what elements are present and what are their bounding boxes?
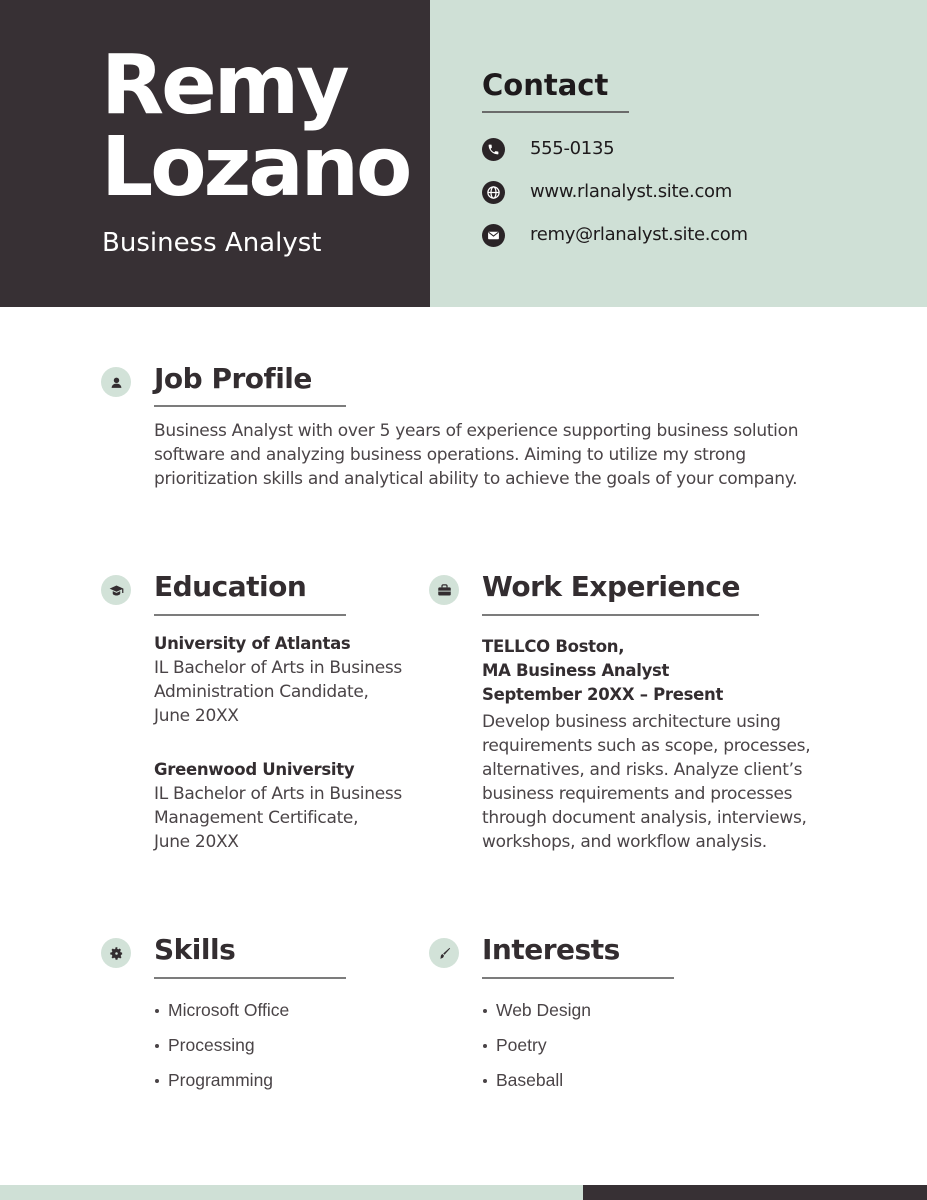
employment-dates: September 20XX – Present bbox=[482, 685, 724, 704]
job-profile-heading: Job Profile bbox=[154, 362, 312, 395]
contact-email[interactable]: remy@rlanalyst.site.com bbox=[530, 224, 748, 245]
list-item: Poetry bbox=[482, 1035, 591, 1070]
footer-bar-dark bbox=[583, 1185, 927, 1200]
graduation-cap-icon bbox=[101, 575, 131, 605]
list-item: Processing bbox=[154, 1035, 289, 1070]
briefcase-icon bbox=[429, 575, 459, 605]
education-entry: University of Atlantas IL Bachelor of Arts in Business Administration Candidate, June 20XX bbox=[154, 634, 402, 726]
phone-icon bbox=[482, 138, 505, 161]
gear-icon bbox=[101, 938, 131, 968]
list-item: Baseball bbox=[482, 1070, 591, 1105]
envelope-icon bbox=[482, 224, 505, 247]
contact-website[interactable]: www.rlanalyst.site.com bbox=[530, 181, 732, 202]
contact-heading: Contact bbox=[482, 68, 609, 102]
list-item: Microsoft Office bbox=[154, 1000, 289, 1035]
education-entry: Greenwood University IL Bachelor of Arts in Business Management Certificate, June 20XX bbox=[154, 760, 402, 852]
work-experience-heading: Work Experience bbox=[482, 570, 740, 603]
position-line: MA Business Analyst bbox=[482, 661, 670, 680]
interests-heading: Interests bbox=[482, 933, 620, 966]
contact-phone-row bbox=[482, 137, 615, 161]
footer-bar-mint bbox=[0, 1185, 583, 1200]
education-divider bbox=[154, 614, 346, 616]
education-heading: Education bbox=[154, 570, 307, 603]
paintbrush-icon bbox=[429, 938, 459, 968]
job-profile-text: Business Analyst with over 5 years of experience supporting business solution software and analyzing business operations. Aiming to utilize my strong prioritization skills and analytical ability to achieve the goals of your company. bbox=[154, 421, 799, 489]
contact-phone[interactable]: 555-0135 bbox=[530, 138, 615, 159]
education-school: Greenwood University bbox=[154, 760, 355, 779]
last-name: Lozano bbox=[101, 120, 410, 215]
list-item: Programming bbox=[154, 1070, 289, 1105]
first-name: Remy bbox=[101, 38, 347, 133]
globe-icon bbox=[482, 181, 505, 204]
work-experience-divider bbox=[482, 614, 759, 616]
contact-divider bbox=[482, 111, 629, 113]
person-icon bbox=[101, 367, 131, 397]
interests-divider bbox=[482, 977, 674, 979]
skills-list bbox=[154, 1000, 289, 1105]
company-line: TELLCO Boston, bbox=[482, 637, 625, 656]
list-item: Web Design bbox=[482, 1000, 591, 1035]
contact-website-row bbox=[482, 180, 732, 204]
skills-heading: Skills bbox=[154, 933, 236, 966]
job-title: Business Analyst bbox=[102, 228, 322, 258]
work-experience-entry bbox=[482, 635, 723, 707]
work-experience-description: Develop business architecture using requirements such as scope, processes, alternatives, and risks. Analyze client’s business requirements and processes through document analysis, interviews, workshops, and workflow analysis. bbox=[482, 712, 811, 852]
job-profile-divider bbox=[154, 405, 346, 407]
education-school: University of Atlantas bbox=[154, 634, 351, 653]
interests-list bbox=[482, 1000, 591, 1105]
contact-email-row bbox=[482, 223, 748, 247]
skills-divider bbox=[154, 977, 346, 979]
